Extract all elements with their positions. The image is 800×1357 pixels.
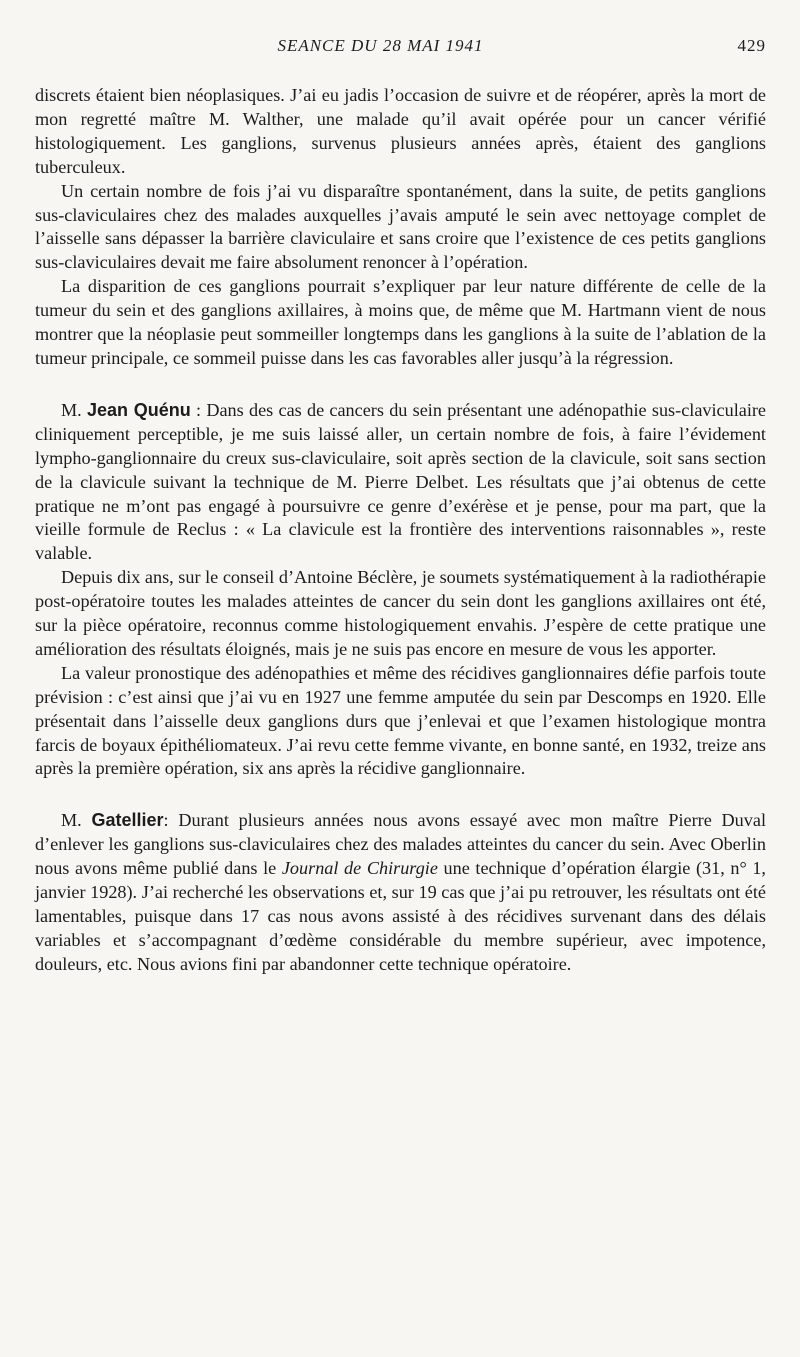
paragraph-2: Un certain nombre de fois j’ai vu disparaître spontanément, dans la suite, de petits ganglions sus-claviculaires chez des malades auxquelles j’avais amputé le sein avec nettoyage complet de l’aisselle sans dépasser la barrière claviculaire et sans croire que l’existence de ces petits ganglions sus-claviculaires devait me faire absolument renoncer à l’opération. bbox=[35, 180, 766, 273]
section-gap bbox=[35, 371, 766, 399]
journal-title: Journal de Chirurgie bbox=[281, 858, 438, 879]
speaker-prefix: M. bbox=[61, 399, 82, 420]
paragraph-5: Depuis dix ans, sur le conseil d’Antoine Béclère, je soumets systématiquement à la radiothérapie post-opératoire toutes les malades atteintes de cancer du sein dont les ganglions axillaires ont été, sur la pièce opératoire, reconnus comme histologiquement envahis. J’espère de cette pratique une amélioration des résultats éloignés, mais je ne suis pas encore en mesure de vous les apporter. bbox=[35, 567, 766, 659]
paragraph-quenu bbox=[35, 399, 766, 566]
paragraph-3: La disparition de ces ganglions pourrait s’expliquer par leur nature différente de celle de la tumeur du sein et des ganglions axillaires, à moins que, de même que M. Hartmann vient de nous montrer que la néoplasie peut sommeiller longtemps dans les ganglions à la suite de l’ablation de la tumeur principale, ce sommeil puisse dans les cas favorables aller jusqu’à la régression. bbox=[35, 276, 766, 368]
paragraph-gatellier-text-b: une technique d’opération élargie (31, n° 1, janvier 1928). J’ai recherché les observations et, sur 19 cas que j’ai pu retrouver, les résultats ont été lamentables, puisque dans 17 cas nous avons assisté à des récidives survenant dans des délais variables et s’accompagnant d’œdème considérable du membre supérieur, avec impotence, douleurs, etc. Nous avions fini par abandonner cette technique opératoire. bbox=[35, 858, 766, 974]
section-gap bbox=[35, 781, 766, 809]
paragraph-quenu-text: : Dans des cas de cancers du sein présentant une adénopathie sus-claviculaire cliniquement perceptible, je me suis laissé aller, un certain nombre de fois, à faire l’évidement lympho-ganglionnaire du creux sus-claviculaire, soit après section de la clavicule, soit sans section de la clavicule suivant la technique de M. Pierre Delbet. Les résultats que j’ai obtenus de cette pratique ne m’ont pas engagé à poursuivre ce genre d’exérèse et je pense, pour ma part, que la vieille formule de Reclus : « La clavicule est la frontière des interventions raisonnables », reste valable. bbox=[35, 399, 767, 564]
speaker-name-quenu: Jean Quénu bbox=[87, 399, 191, 420]
page-number: 429 bbox=[737, 36, 766, 55]
body-text bbox=[35, 84, 766, 977]
paragraph-6: La valeur pronostique des adénopathies et même des récidives ganglionnaires défie parfois toute prévision : c’est ainsi que j’ai vu en 1927 une femme amputée du sein par Descomps en 1920. Elle présentait dans l’aisselle deux ganglions durs que j’enlevai et que l’examen histologique montra farcis de boyaux épithéliomateux. J’ai revu cette femme vivante, en bonne santé, en 1932, treize ans après la première opération, six ans après la récidive ganglionnaire. bbox=[35, 662, 766, 779]
running-header bbox=[35, 36, 766, 66]
speaker-name-gatellier: Gatellier bbox=[91, 810, 164, 831]
paragraph-gatellier-text-a: : Durant plusieurs années nous avons essayé avec mon maître Pierre Duval d’enlever les ganglions sus-claviculaires chez des malades atteintes du cancer du sein. Avec Oberlin nous avons même publié dans le bbox=[35, 810, 766, 879]
header-title: SEANCE DU 28 MAI 1941 bbox=[277, 36, 484, 55]
paragraph-1: discrets étaient bien néoplasiques. J’ai eu jadis l’occasion de suivre et de réopérer, après la mort de mon regretté maître M. Walther, une malade qu’il avait opérée pour un cancer vérifié histologiquement. Les ganglions, survenus plusieurs années après, étaient des ganglions tuberculeux. bbox=[35, 85, 766, 177]
paragraph-gatellier bbox=[35, 809, 766, 976]
speaker-prefix: M. bbox=[61, 810, 82, 831]
